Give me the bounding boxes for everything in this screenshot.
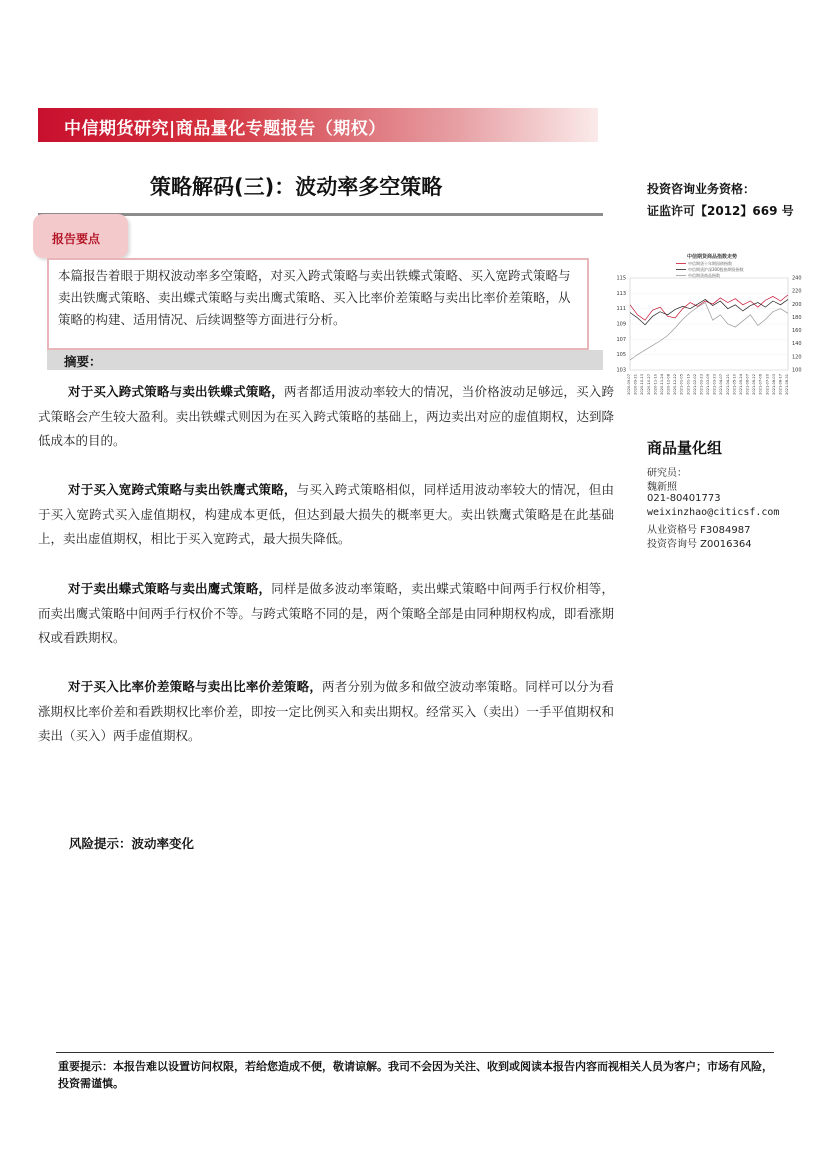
y2-tick-label: 180 (792, 314, 802, 321)
abstract-bar (47, 350, 603, 370)
team-role: 研究员： (647, 468, 687, 479)
legend-label: 中信期货十年期国债指数 (688, 261, 732, 266)
report-banner (38, 108, 598, 142)
license-number: 从业资格号 F3084987 (647, 525, 751, 536)
key-points-label: 报告要点 (52, 232, 101, 246)
x-tick-label: 2021-07-20 (765, 374, 770, 395)
x-tick-label: 2020-12-22 (673, 374, 678, 395)
x-tick-label: 2021-04-21 (725, 374, 730, 395)
x-tick-label: 2021-03-23 (712, 374, 717, 395)
paragraph-lead: 对于买入跨式策略与卖出铁蝶式策略， (68, 384, 284, 399)
y-tick-label: 103 (616, 367, 626, 374)
y-tick-label: 109 (616, 321, 626, 328)
risk-warning: 风险提示：波动率变化 (69, 836, 195, 851)
banner-title: 中信期货研究|商品量化专题报告（期权） (64, 119, 386, 139)
abstract-paragraph (38, 577, 614, 651)
y2-tick-label: 160 (792, 328, 802, 335)
legend-label: 中信期货沪深300股指期货指数 (688, 267, 744, 272)
abstract-paragraph (38, 675, 614, 749)
x-tick-label: 2021-02-02 (692, 374, 697, 395)
consult-number: 投资咨询号 Z0016364 (647, 539, 752, 550)
x-tick-label: 2021-08-31 (785, 374, 789, 395)
x-tick-label: 2020-10-13 (640, 374, 645, 395)
x-tick-label: 2020-11-24 (659, 374, 664, 395)
x-tick-label: 2021-08-03 (771, 374, 776, 395)
paragraph-body: 同样是做多波动率策略，卖出蝶式策略中间两手行权价相等，而卖出鹰式策略中间两手行权价不等。与跨式策略不同的是，两个策略全部是由同种期权构成，即看涨期权或看跌期权。 (38, 581, 614, 645)
paragraph-body: 与买入跨式策略相似，同样适用波动率较大的情况，但由于买入宽跨式买入虚值期权，构建成本更低，但达到最大损失的概率更大。卖出铁鹰式策略是在此基础上，卖出虚值期权，相比于买入宽跨式，最大损失降低。 (38, 482, 614, 546)
report-title: 策略解码(三)：波动率多空策略 (150, 175, 443, 199)
researcher-phone: 021-80401773 (647, 493, 721, 504)
abstract-paragraph (38, 478, 614, 552)
x-tick-label: 2021-02-23 (699, 374, 704, 395)
series-line (630, 303, 788, 361)
paragraph-body: 两者都适用波动率较大的情况，当价格波动足够远，买入跨式策略会产生较大盈利。卖出铁蝶式则因为在买入跨式策略的基础上，两边卖出对应的虚值期权，达到降低成本的目的。 (38, 384, 614, 448)
x-tick-label: 2021-01-19 (686, 374, 691, 395)
x-tick-label: 2021-08-17 (778, 374, 783, 395)
y-tick-label: 111 (616, 306, 626, 313)
x-tick-label: 2020-09-07 (627, 374, 631, 395)
team-title: 商品量化组 (647, 439, 723, 457)
y-tick-label: 115 (616, 275, 626, 282)
x-tick-label: 2020-09-21 (633, 374, 638, 395)
paragraph-lead: 对于卖出蝶式策略与卖出鹰式策略， (68, 581, 272, 596)
abstract-label: 摘要： (64, 354, 102, 369)
x-tick-label: 2021-07-06 (758, 374, 763, 395)
y2-tick-label: 220 (792, 288, 802, 295)
key-points-text: 本篇报告着眼于期权波动率多空策略，对买入跨式策略与卖出铁蝶式策略、买入宽跨式策略与卖出铁鹰式策略、卖出蝶式策略与卖出鹰式策略、买入比率价差策略与卖出比率价差策略，从策略的构建、适用情况、后续调整等方面进行分析。 (58, 268, 571, 327)
x-tick-label: 2021-03-09 (706, 374, 710, 395)
legend-label: 中信期货商品指数 (688, 273, 720, 278)
qualification-line-1: 投资咨询业务资格： (647, 182, 756, 196)
paragraph-lead: 对于买入比率价差策略与卖出比率价差策略， (68, 679, 323, 694)
y-tick-label: 107 (616, 336, 626, 343)
footer-divider (56, 1052, 774, 1053)
researcher-name: 魏新照 (647, 482, 677, 493)
paragraph-lead: 对于买入宽跨式策略与卖出铁鹰式策略， (68, 482, 297, 497)
y2-tick-label: 140 (792, 341, 802, 348)
x-tick-label: 2020-10-27 (646, 374, 651, 395)
y2-tick-label: 240 (792, 275, 802, 282)
y2-tick-label: 120 (792, 354, 802, 361)
abstract-paragraph (38, 380, 614, 454)
researcher-email[interactable]: weixinzhao@citicsf.com (647, 507, 780, 518)
footer-notice: 重要提示：本报告难以设置访问权限，若给您造成不便，敬请谅解。我司不会因为关注、收到或阅读本报告内容而视相关人员为客户；市场有风险，投资需谨慎。 (58, 1060, 773, 1090)
series-line (630, 295, 788, 320)
index-trend-chart (612, 248, 812, 408)
x-tick-label: 2021-06-22 (752, 374, 757, 395)
x-tick-label: 2021-05-24 (738, 374, 743, 395)
x-tick-label: 2021-06-07 (745, 374, 750, 395)
chart-title: 中信期货商品指数走势 (686, 254, 738, 260)
y-tick-label: 105 (616, 352, 626, 359)
y2-tick-label: 200 (792, 301, 802, 308)
y2-tick-label: 100 (792, 367, 802, 374)
y-tick-label: 113 (616, 290, 626, 297)
x-tick-label: 2020-12-08 (666, 374, 671, 395)
qualification-line-2: 证监许可【2012】669 号 (647, 204, 794, 218)
x-tick-label: 2020-11-10 (653, 374, 658, 395)
paragraph-body: 两者分别为做多和做空波动率策略。同样可以分为看涨期权比率价差和看跌期权比率价差，即按一定比例买入和卖出期权。经常买入（卖出）一手平值期权和卖出（买入）两手虚值期权。 (38, 679, 614, 743)
x-tick-label: 2021-04-07 (719, 374, 724, 395)
x-tick-label: 2021-05-10 (732, 374, 737, 395)
x-tick-label: 2021-01-05 (679, 374, 684, 395)
